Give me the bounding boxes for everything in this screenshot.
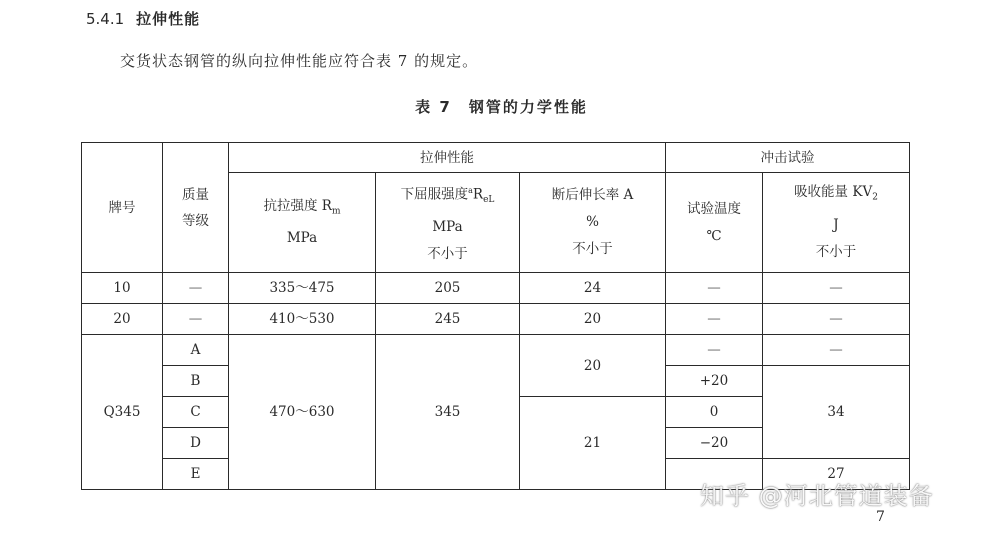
header-rm-line1: 抗拉强度 $R_m$ (263, 197, 341, 217)
cell-kv-q345-e: 27 (763, 459, 910, 490)
cell-quality: B (163, 366, 229, 397)
table-caption: 表 7 钢管的力学性能 (415, 98, 588, 116)
cell-kv-q345-bcd: 34 (763, 366, 910, 459)
watermark-logo: 知乎 @河北管道装备 (700, 482, 934, 510)
cell-grade: 20 (82, 304, 163, 335)
cell-temp: +20 (666, 366, 763, 397)
header-quality (163, 143, 229, 273)
header-kv-line2: J (833, 216, 839, 233)
header-group-impact: 冲击试验 (666, 143, 910, 173)
mechanical-properties-table (81, 142, 910, 490)
cell-rm-q345: 470～630 (229, 335, 376, 490)
cell-rm: 335～475 (229, 273, 376, 304)
body-paragraph: 交货状态钢管的纵向拉伸性能应符合表 7 的规定。 (120, 52, 479, 70)
cell-quality: — (163, 304, 229, 335)
section-number: 5.4.1 (86, 10, 125, 28)
header-kv-line1: 吸收能量 $KV_2$ (794, 184, 878, 203)
cell-grade: 10 (82, 273, 163, 304)
cell-a-q345-upper: 20 (520, 335, 666, 397)
cell-kv-q345-a: — (763, 335, 910, 366)
header-grade: 牌号 (82, 143, 163, 273)
cell-a-q345-lower: 21 (520, 397, 666, 490)
header-temp-line2: ℃ (706, 227, 722, 244)
cell-temp: — (666, 273, 763, 304)
cell-quality: C (163, 397, 229, 428)
header-rm-line2: MPa (286, 230, 318, 247)
table-row-20 (82, 304, 910, 335)
cell-rel: 205 (376, 273, 520, 304)
header-quality-line2: 等级 (182, 212, 209, 229)
cell-temp: — (666, 335, 763, 366)
table-row-10 (82, 273, 910, 304)
cell-quality: A (163, 335, 229, 366)
cell-a: 20 (520, 304, 666, 335)
header-a-line2: % (586, 214, 599, 230)
cell-rel: 245 (376, 304, 520, 335)
header-rel-line2: MPa (432, 219, 463, 236)
header-temp-line1: 试验温度 (687, 200, 741, 217)
cell-quality: D (163, 428, 229, 459)
cell-a: 24 (520, 273, 666, 304)
header-quality-line1: 质量 (182, 186, 209, 203)
header-a-line3: 不小于 (572, 241, 613, 257)
header-rel-line1: 下屈服强度$^aR_{eL}$ (400, 185, 495, 206)
page-number: 7 (876, 509, 885, 525)
cell-rel-q345: 345 (376, 335, 520, 490)
cell-quality: — (163, 273, 229, 304)
header-elongation (520, 173, 666, 273)
cell-grade-q345: Q345 (82, 335, 163, 490)
section-heading (86, 8, 200, 29)
header-rel-line3: 不小于 (427, 246, 468, 263)
header-absorbed-energy (763, 173, 910, 273)
cell-kv: — (763, 304, 910, 335)
header-test-temperature (666, 173, 763, 273)
cell-rm: 410～530 (229, 304, 376, 335)
section-title: 拉伸性能 (136, 10, 201, 28)
header-group-tensile: 拉伸性能 (229, 143, 666, 173)
header-kv-line3: 不小于 (815, 243, 857, 260)
header-a-line1: 断后伸长率 A (551, 187, 634, 203)
cell-quality: E (163, 459, 229, 490)
cell-temp: −20 (666, 428, 763, 459)
table-row-q345-a (82, 335, 910, 366)
cell-temp: — (666, 304, 763, 335)
header-tensile-strength (229, 173, 376, 273)
header-yield-strength (376, 173, 520, 273)
cell-temp: 0 (666, 397, 763, 428)
cell-kv: — (763, 273, 910, 304)
